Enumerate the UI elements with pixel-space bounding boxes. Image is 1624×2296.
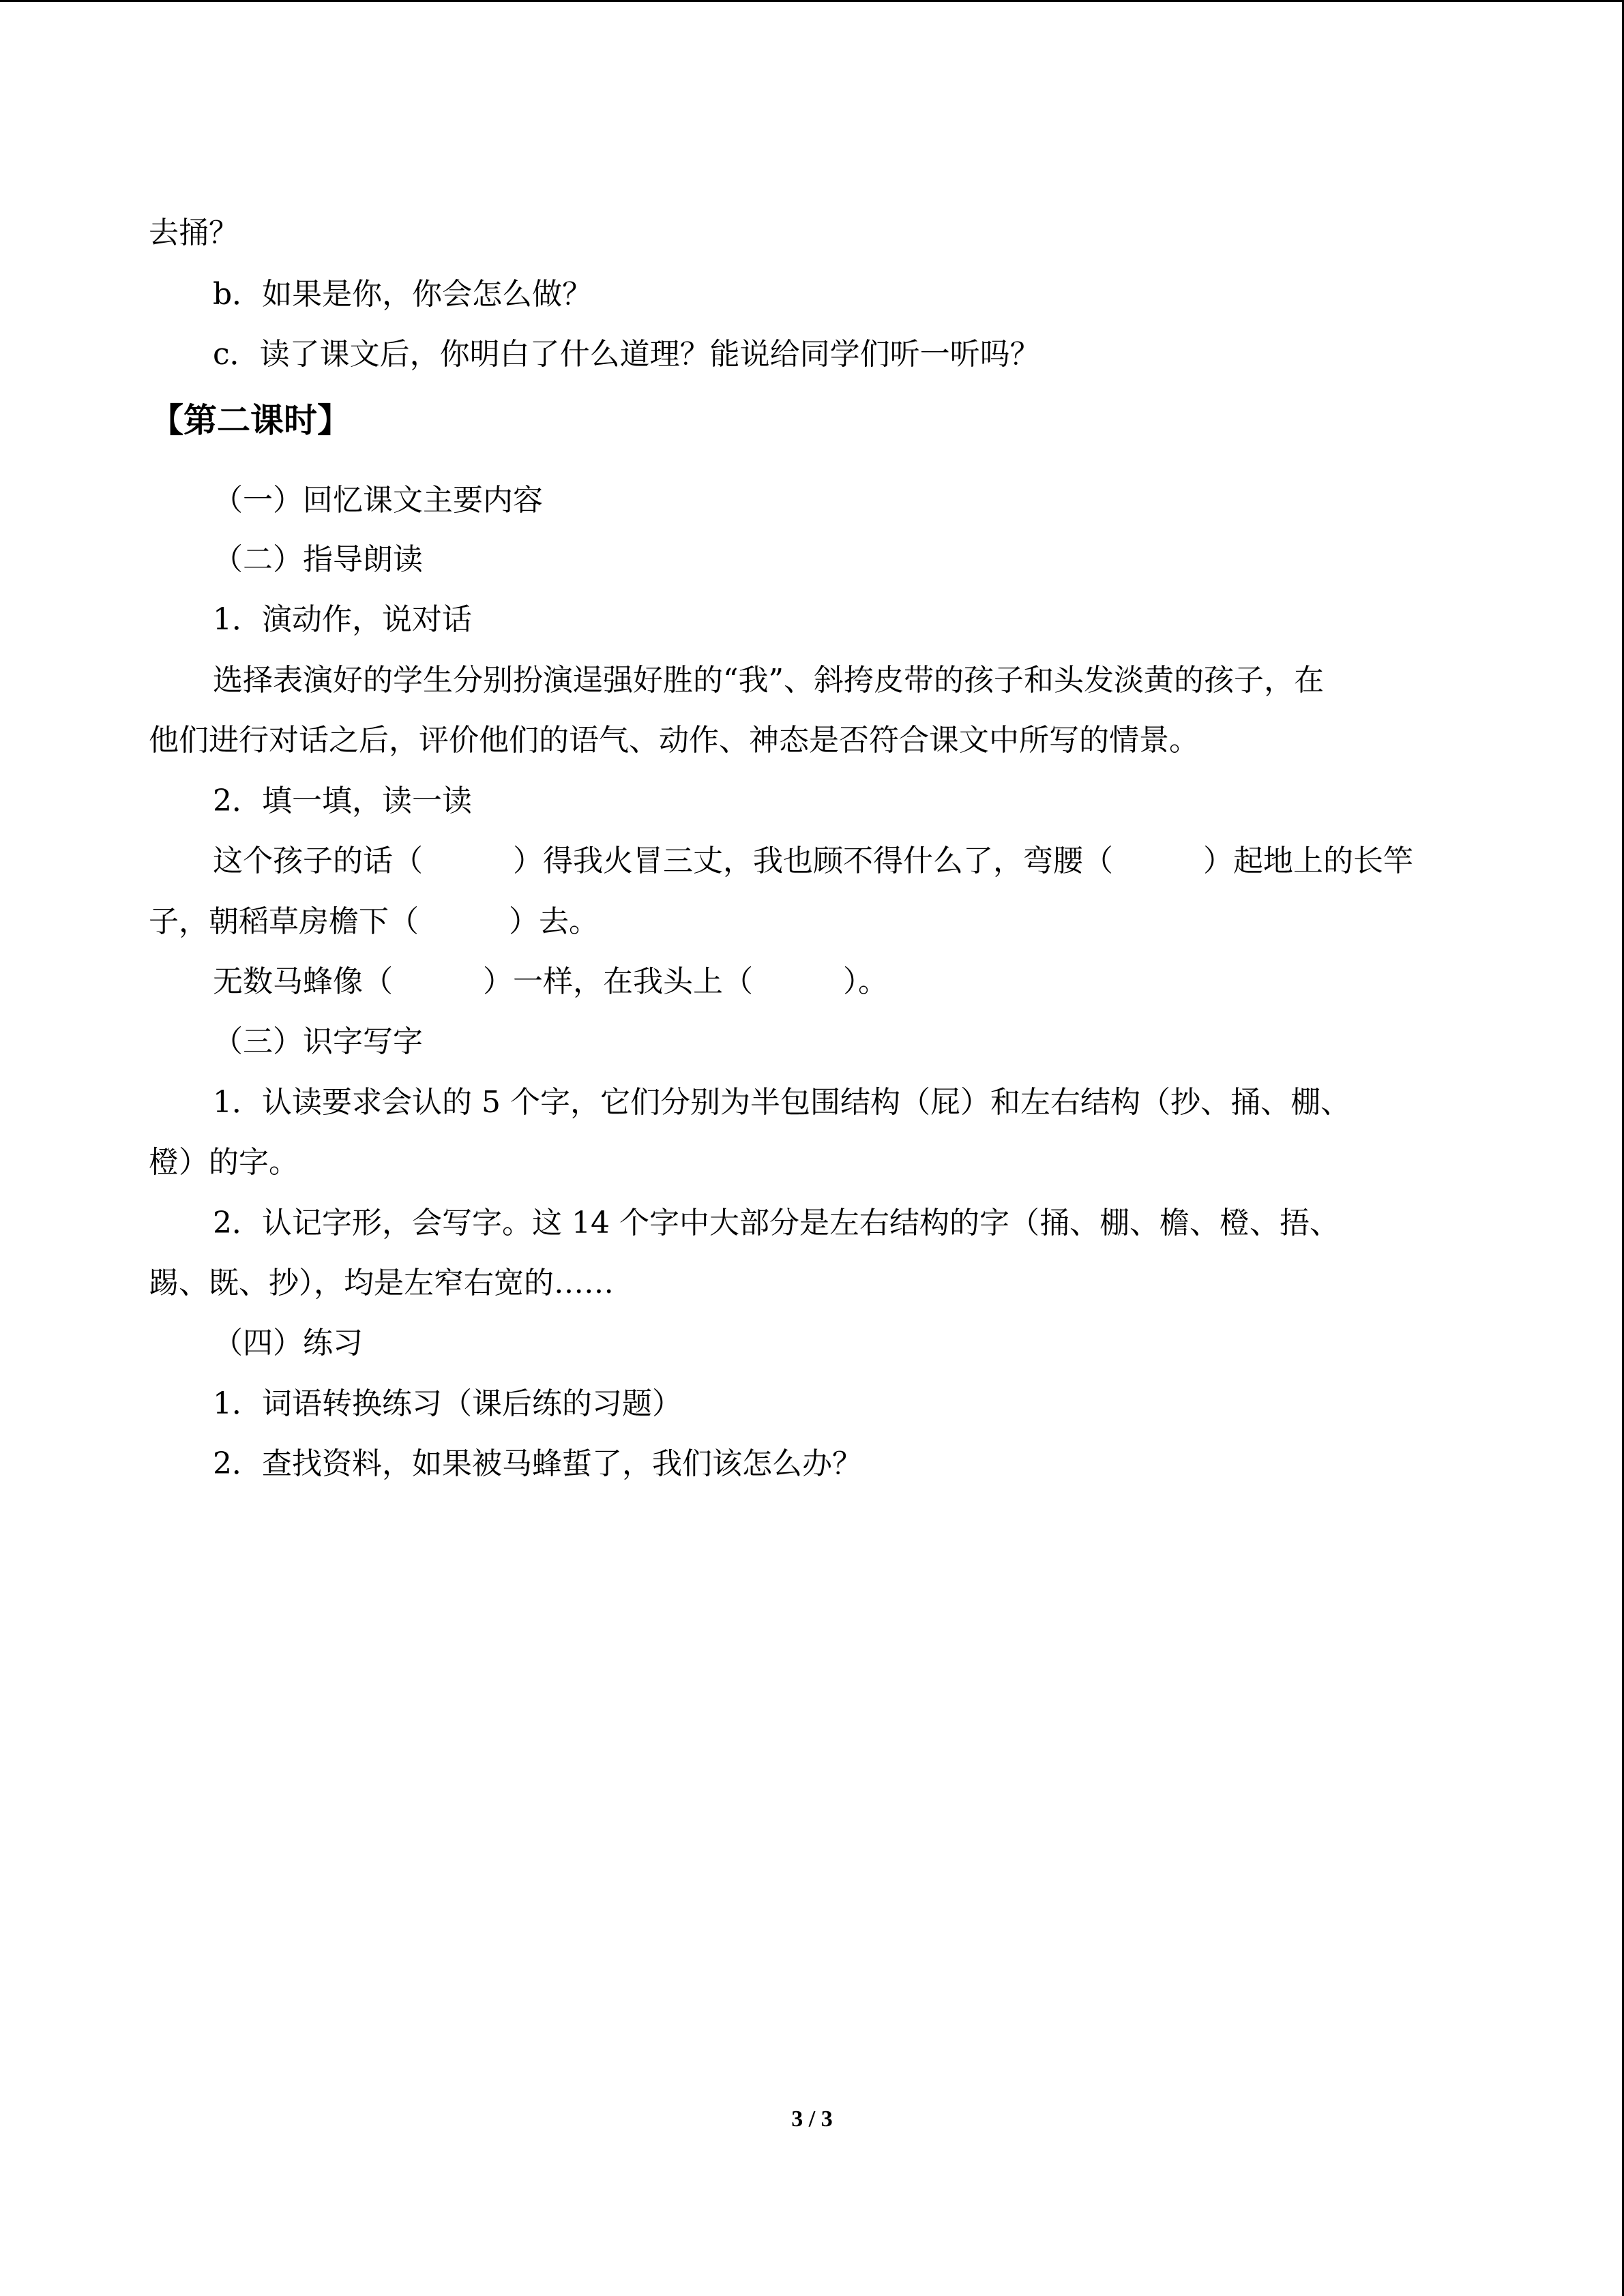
text-line: 踢、既、抄），均是左窄右宽的…… (149, 1266, 614, 1300)
section-heading: 【第二课时】 (150, 401, 351, 440)
text-line: 无数马蜂像（ ）一样，在我头上（ ）。 (213, 964, 888, 999)
text-line: 2．认记字形，会写字。这 14 个字中大部分是左右结构的字（捅、棚、檐、橙、捂、 (213, 1206, 1340, 1240)
text-line: b．如果是你，你会怎么做？ (213, 277, 593, 312)
text-line: 1．认读要求会认的 5 个字，它们分别为半包围结构（屁）和左右结构（抄、捅、棚、 (213, 1085, 1350, 1120)
page-number: 3 / 3 (791, 2106, 833, 2132)
subsection-heading: （四）练习 (213, 1326, 363, 1360)
text-line: 去捅？ (149, 215, 239, 250)
text-line: 1．词语转换练习（课后练的习题） (213, 1386, 682, 1421)
subsection-heading: （三）识字写字 (213, 1024, 423, 1059)
subsection-heading: （二）指导朗读 (213, 542, 423, 577)
text-line: 这个孩子的话（ ）得我火冒三丈，我也顾不得什么了，弯腰（ ）起地上的长竿 (213, 844, 1413, 878)
text-line: 子，朝稻草房檐下（ ）去。 (149, 904, 599, 939)
text-line: 他们进行对话之后，评价他们的语气、动作、神态是否符合课文中所写的情景。 (149, 723, 1199, 758)
text-line: 2．填一填，读一读 (213, 784, 472, 818)
text-line: 橙）的字。 (149, 1145, 299, 1180)
subsection-heading: （一）回忆课文主要内容 (213, 483, 543, 518)
page-top-border (0, 0, 1624, 2)
text-line: c．读了课文后，你明白了什么道理？能说给同学们听一听吗？ (213, 337, 1040, 372)
text-line: 2．查找资料，如果被马蜂蜇了，我们该怎么办？ (213, 1446, 862, 1481)
text-line: 选择表演好的学生分别扮演逞强好胜的“我”、斜挎皮带的孩子和头发淡黄的孩子，在 (213, 663, 1324, 698)
text-line: 1．演动作，说对话 (213, 602, 472, 637)
